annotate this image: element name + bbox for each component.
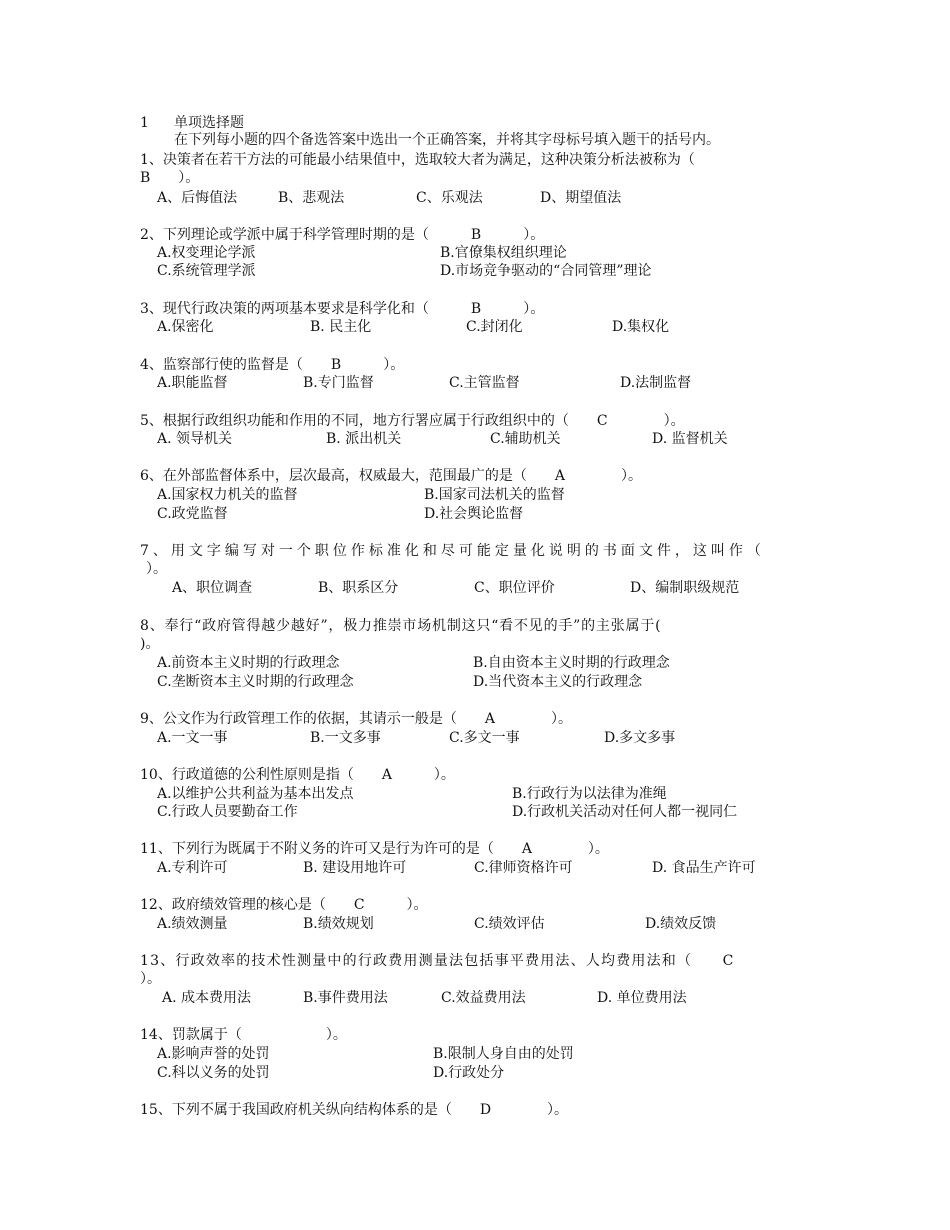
question-4-option-a: A.职能监督 — [157, 375, 228, 391]
question-11-option-c: C.律师资格许可 — [474, 860, 573, 876]
question-3-option-d: D.集权化 — [612, 319, 670, 335]
question-10-option-a: A.以维护公共利益为基本出发点 — [157, 786, 354, 802]
question-1-option-d: D、期望值法 — [540, 190, 622, 206]
question-3-option-a: A.保密化 — [157, 319, 214, 335]
question-1-option-c: C、乐观法 — [416, 190, 483, 206]
question-1-option-b: B、悲观法 — [278, 190, 345, 206]
question-3-option-c: C.封闭化 — [466, 319, 523, 335]
question-6-stem: 6、在外部监督体系中，层次最高，权威最大，范围最广的是（ A ）。 — [140, 468, 643, 484]
question-8-option-d: D.当代资本主义的行政理念 — [473, 674, 643, 690]
question-7-option-a: A、职位调查 — [172, 580, 253, 596]
question-13-stem-line1: 13、行政效率的技术性测量中的行政费用测量法包括事平费用法、人均费用法和（ C — [140, 953, 735, 969]
question-4-stem: 4、监察部行使的监督是（ B ）。 — [140, 357, 405, 373]
question-12-option-d: D.绩效反馈 — [645, 916, 717, 932]
question-4-option-d: D.法制监督 — [620, 375, 692, 391]
question-14-option-b: B.限制人身自由的处罚 — [433, 1046, 574, 1062]
question-2-option-d: D.市场竞争驱动的“合同管理”理论 — [440, 263, 652, 279]
question-8-stem-line1: 8、奉行“政府管得越少越好”，极力推崇市场机制这只“看不见的手”的主张属于( — [140, 618, 662, 634]
question-12-option-a: A.绩效测量 — [157, 916, 228, 932]
question-5-option-c: C.辅助机关 — [490, 431, 561, 447]
question-14-option-d: D.行政处分 — [433, 1065, 505, 1081]
question-6-option-c: C.政党监督 — [157, 506, 228, 522]
question-7-stem-line2: ）。 — [146, 561, 167, 577]
question-11-stem: 11、下列行为既属于不附义务的许可又是行为许可的是（ A ）。 — [140, 841, 609, 857]
question-1-stem-line2: B ）。 — [140, 170, 200, 186]
question-5-option-d: D. 监督机关 — [652, 431, 728, 447]
question-14-option-c: C.科以义务的处罚 — [157, 1065, 270, 1081]
question-6-option-a: A.国家权力机关的监督 — [157, 487, 298, 503]
question-13-option-c: C.效益费用法 — [441, 990, 526, 1006]
question-12-option-b: B.绩效规划 — [303, 916, 374, 932]
question-14-stem: 14、罚款属于（ ）。 — [140, 1027, 347, 1043]
question-7-option-d: D、编制职级规范 — [630, 580, 740, 596]
question-8-option-a: A.前资本主义时期的行政理念 — [157, 655, 340, 671]
question-10-option-b: B.行政行为以法律为准绳 — [512, 786, 667, 802]
question-2-stem: 2、下列理论或学派中属于科学管理时期的是（ B ）。 — [140, 227, 545, 243]
question-11-option-a: A.专利许可 — [157, 860, 228, 876]
question-9-option-a: A.一文一事 — [157, 730, 228, 746]
question-6-option-b: B.国家司法机关的监督 — [424, 487, 565, 503]
question-9-stem: 9、公文作为行政管理工作的依据，其请示一般是（ A ）。 — [140, 711, 573, 727]
question-4-option-b: B.专门监督 — [303, 375, 374, 391]
question-12-stem: 12、政府绩效管理的核心是（ C ）。 — [140, 897, 428, 913]
question-5-stem: 5、根据行政组织功能和作用的不同，地方行署应属于行政组织中的（ C ）。 — [140, 413, 685, 429]
question-6-option-d: D.社会舆论监督 — [424, 506, 524, 522]
question-10-option-c: C.行政人员要勤奋工作 — [157, 804, 298, 820]
question-2-option-b: B.官僚集权组织理论 — [440, 245, 567, 261]
question-5-option-a: A. 领导机关 — [157, 431, 233, 447]
question-9-option-c: C.多文一事 — [449, 730, 520, 746]
question-10-stem: 10、行政道德的公利性原则是指（ A ）。 — [140, 767, 455, 783]
question-13-option-d: D. 单位费用法 — [597, 990, 687, 1006]
question-9-option-d: D.多文多事 — [604, 730, 676, 746]
question-13-stem-line2: ）。 — [140, 971, 161, 987]
question-8-option-b: B.自由资本主义时期的行政理念 — [473, 655, 670, 671]
question-14-option-a: A.影响声誉的处罚 — [157, 1046, 270, 1062]
question-7-stem-line1: 7、用文字编写对一个职位作标准化和尽可能定量化说明的书面文件，这叫作（ — [140, 543, 765, 559]
question-9-option-b: B.一文多事 — [310, 730, 381, 746]
section-number: 1 — [140, 115, 149, 131]
question-12-option-c: C.绩效评估 — [474, 916, 545, 932]
question-13-option-b: B.事件费用法 — [303, 990, 388, 1006]
section-instruction: 在下列每小题的四个备选答案中选出一个正确答案，并将其字母标号填入题干的括号内。 — [174, 132, 720, 148]
question-1-option-a: A、后悔值法 — [157, 190, 238, 206]
question-10-option-d: D.行政机关活动对任何人都一视同仁 — [512, 804, 738, 820]
question-7-option-b: B、职系区分 — [318, 580, 399, 596]
question-2-option-a: A.权变理论学派 — [157, 245, 256, 261]
question-5-option-b: B. 派出机关 — [326, 431, 402, 447]
section-title: 单项选择题 — [174, 115, 244, 131]
question-3-stem: 3、现代行政决策的两项基本要求是科学化和（ B ）。 — [140, 301, 545, 317]
question-8-option-c: C.垄断资本主义时期的行政理念 — [157, 674, 354, 690]
question-11-option-d: D. 食品生产许可 — [652, 860, 756, 876]
question-8-stem-line2: )。 — [140, 636, 160, 652]
question-11-option-b: B. 建设用地许可 — [303, 860, 407, 876]
question-13-option-a: A. 成本费用法 — [162, 990, 252, 1006]
question-7-option-c: C、职位评价 — [474, 580, 555, 596]
question-1-stem-line1: 1、决策者在若干方法的可能最小结果值中，选取较大者为满足，这种决策分析法被称为（ — [140, 152, 695, 168]
question-15-stem: 15、下列不属于我国政府机关纵向结构体系的是（ D ）。 — [140, 1102, 569, 1118]
question-4-option-c: C.主管监督 — [449, 375, 520, 391]
question-2-option-c: C.系统管理学派 — [157, 263, 256, 279]
question-3-option-b: B. 民主化 — [310, 319, 372, 335]
